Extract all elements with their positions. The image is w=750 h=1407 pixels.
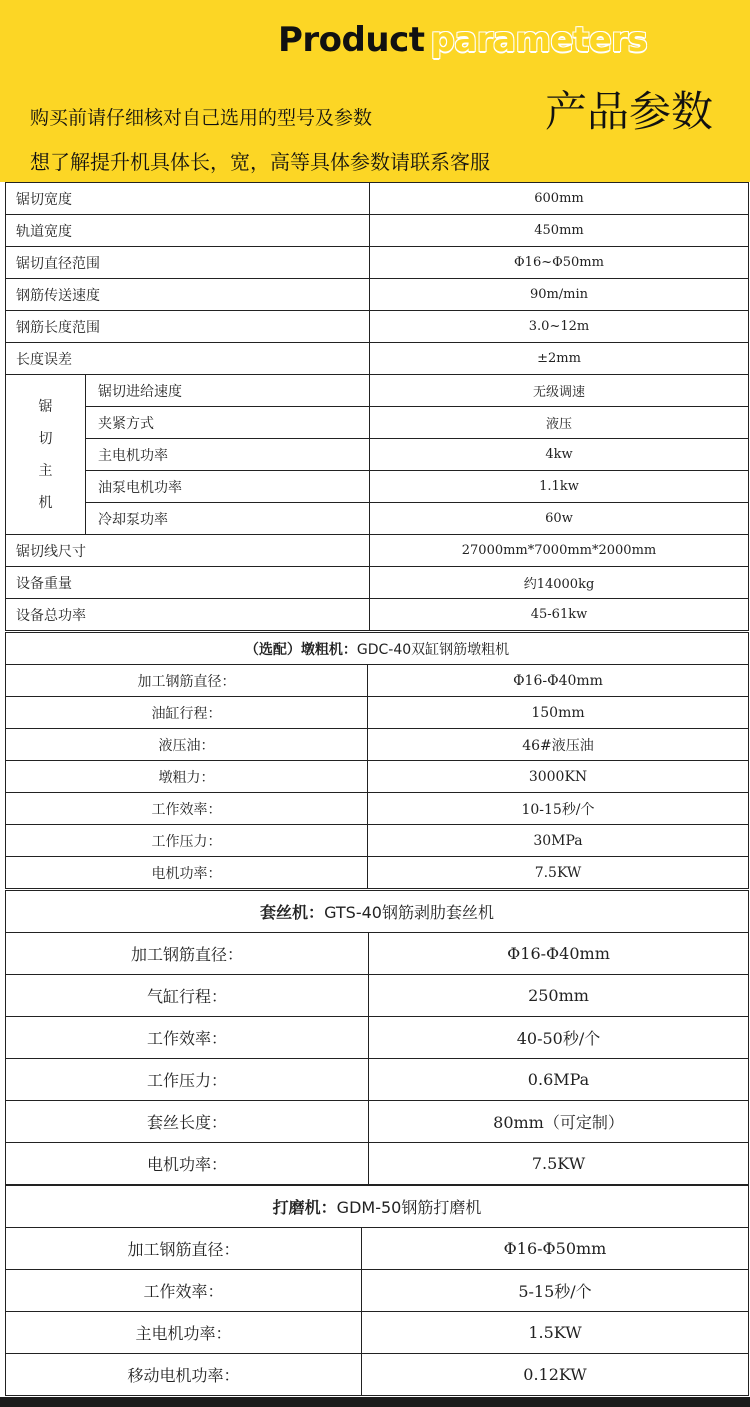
param-label: 锯切进给速度: [86, 375, 370, 407]
section-title-row: [6, 633, 749, 665]
table-row: [6, 729, 749, 761]
table-row: [6, 1101, 749, 1143]
table-row: [6, 567, 749, 599]
param-label: 夹紧方式: [86, 407, 370, 439]
param-value: Φ16-Φ40mm: [369, 933, 749, 975]
param-value: 液压: [370, 407, 749, 439]
table-row: [6, 247, 749, 279]
param-label: 设备重量: [6, 567, 370, 599]
param-value: 60w: [370, 503, 749, 535]
param-value: 46#液压油: [368, 729, 749, 761]
param-value: 150mm: [368, 697, 749, 729]
param-label: 工作压力：: [6, 825, 368, 857]
group-label-text: 锯切主机: [38, 398, 53, 511]
table-row: [6, 183, 749, 215]
table-row: [6, 761, 749, 793]
table-row: [6, 375, 749, 407]
param-value: 3.0~12m: [370, 311, 749, 343]
param-value: 7.5KW: [369, 1143, 749, 1185]
param-label: 钢筋传送速度: [6, 279, 370, 311]
param-value: 80mm（可定制）: [369, 1101, 749, 1143]
param-value: Φ16-Φ40mm: [368, 665, 749, 697]
param-label: 墩粗力：: [6, 761, 368, 793]
param-value: 600mm: [370, 183, 749, 215]
group-label-saw-host: [6, 375, 86, 535]
param-label: 锯切宽度: [6, 183, 370, 215]
param-label: 电机功率：: [6, 857, 368, 889]
chinese-title: 产品参数: [545, 87, 714, 136]
param-value: 27000mm*7000mm*2000mm: [370, 535, 749, 567]
section-title-model: GDC-40双缸钢筋墩粗机: [356, 641, 510, 658]
param-label: 油泵电机功率: [86, 471, 370, 503]
table-row: [6, 1354, 749, 1396]
table-row: [6, 1228, 749, 1270]
param-label: 工作效率：: [6, 1270, 362, 1312]
param-value: 无级调速: [370, 375, 749, 407]
param-value: Φ16~Φ50mm: [370, 247, 749, 279]
grinding-machine-table: [5, 1185, 749, 1396]
upsetting-machine-table: [5, 632, 749, 889]
param-value: 1.5KW: [362, 1312, 749, 1354]
table-row: [6, 697, 749, 729]
param-label: 锯切直径范围: [6, 247, 370, 279]
section-title-model: GTS-40钢筋剥肋套丝机: [324, 903, 494, 922]
param-label: 冷却泵功率: [86, 503, 370, 535]
param-value: 约14000kg: [370, 567, 749, 599]
param-value: Φ16-Φ50mm: [362, 1228, 749, 1270]
english-title-word-2: parameters: [430, 20, 648, 60]
param-label: 加工钢筋直径：: [6, 665, 368, 697]
param-label: 锯切线尺寸: [6, 535, 370, 567]
section-title: [6, 891, 749, 933]
param-label: 钢筋长度范围: [6, 311, 370, 343]
table-row: [6, 975, 749, 1017]
table-row: [6, 1059, 749, 1101]
main-parameter-table: [5, 182, 749, 631]
table-row: [6, 857, 749, 889]
english-title-word-1: Product: [278, 20, 425, 60]
param-value: 90m/min: [370, 279, 749, 311]
table-row: [6, 1017, 749, 1059]
param-label: 加工钢筋直径：: [6, 933, 369, 975]
param-label: 主电机功率: [86, 439, 370, 471]
param-value: 1.1kw: [370, 471, 749, 503]
section-title-bold: （选配）墩粗机：: [244, 641, 357, 658]
param-value: 450mm: [370, 215, 749, 247]
param-value: 30MPa: [368, 825, 749, 857]
section-title-bold: 套丝机：: [260, 903, 325, 922]
param-value: 3000KN: [368, 761, 749, 793]
table-row: [6, 439, 749, 471]
table-row: [6, 1312, 749, 1354]
table-row: [6, 825, 749, 857]
param-value: 250mm: [369, 975, 749, 1017]
param-label: 套丝长度：: [6, 1101, 369, 1143]
table-row: [6, 599, 749, 631]
table-row: [6, 311, 749, 343]
param-label: 轨道宽度: [6, 215, 370, 247]
header-banner: [0, 0, 750, 182]
table-row: [6, 535, 749, 567]
param-label: 加工钢筋直径：: [6, 1228, 362, 1270]
param-label: 长度误差: [6, 343, 370, 375]
table-row: [6, 1143, 749, 1185]
section-title-model: GDM-50钢筋打磨机: [336, 1198, 482, 1217]
table-row: [6, 343, 749, 375]
param-label: 工作压力：: [6, 1059, 369, 1101]
table-row: [6, 215, 749, 247]
param-label: 气缸行程：: [6, 975, 369, 1017]
param-value: 45-61kw: [370, 599, 749, 631]
param-label: 工作效率：: [6, 793, 368, 825]
param-value: 0.12KW: [362, 1354, 749, 1396]
table-row: [6, 793, 749, 825]
section-title: [6, 633, 749, 665]
param-value: 5-15秒/个: [362, 1270, 749, 1312]
param-label: 液压油：: [6, 729, 368, 761]
param-label: 电机功率：: [6, 1143, 369, 1185]
bottom-divider-bar: [0, 1397, 750, 1407]
section-title-row: [6, 1186, 749, 1228]
param-value: 40-50秒/个: [369, 1017, 749, 1059]
contact-note: 想了解提升机具体长，宽，高等具体参数请联系客服: [30, 150, 490, 174]
param-value: 4kw: [370, 439, 749, 471]
english-title: [278, 14, 647, 66]
param-label: 主电机功率：: [6, 1312, 362, 1354]
param-label: 油缸行程：: [6, 697, 368, 729]
param-label: 设备总功率: [6, 599, 370, 631]
param-label: 工作效率：: [6, 1017, 369, 1059]
table-row: [6, 933, 749, 975]
table-row: [6, 1270, 749, 1312]
table-row: [6, 503, 749, 535]
param-label: 移动电机功率：: [6, 1354, 362, 1396]
section-title: [6, 1186, 749, 1228]
param-value: ±2mm: [370, 343, 749, 375]
table-row: [6, 279, 749, 311]
table-row: [6, 471, 749, 503]
param-value: 0.6MPa: [369, 1059, 749, 1101]
table-row: [6, 407, 749, 439]
table-row: [6, 665, 749, 697]
threading-machine-table: [5, 890, 749, 1185]
param-value: 7.5KW: [368, 857, 749, 889]
param-value: 10-15秒/个: [368, 793, 749, 825]
section-title-bold: 打磨机：: [272, 1198, 337, 1217]
purchase-note: 购买前请仔细核对自己选用的型号及参数: [30, 107, 373, 129]
section-title-row: [6, 891, 749, 933]
